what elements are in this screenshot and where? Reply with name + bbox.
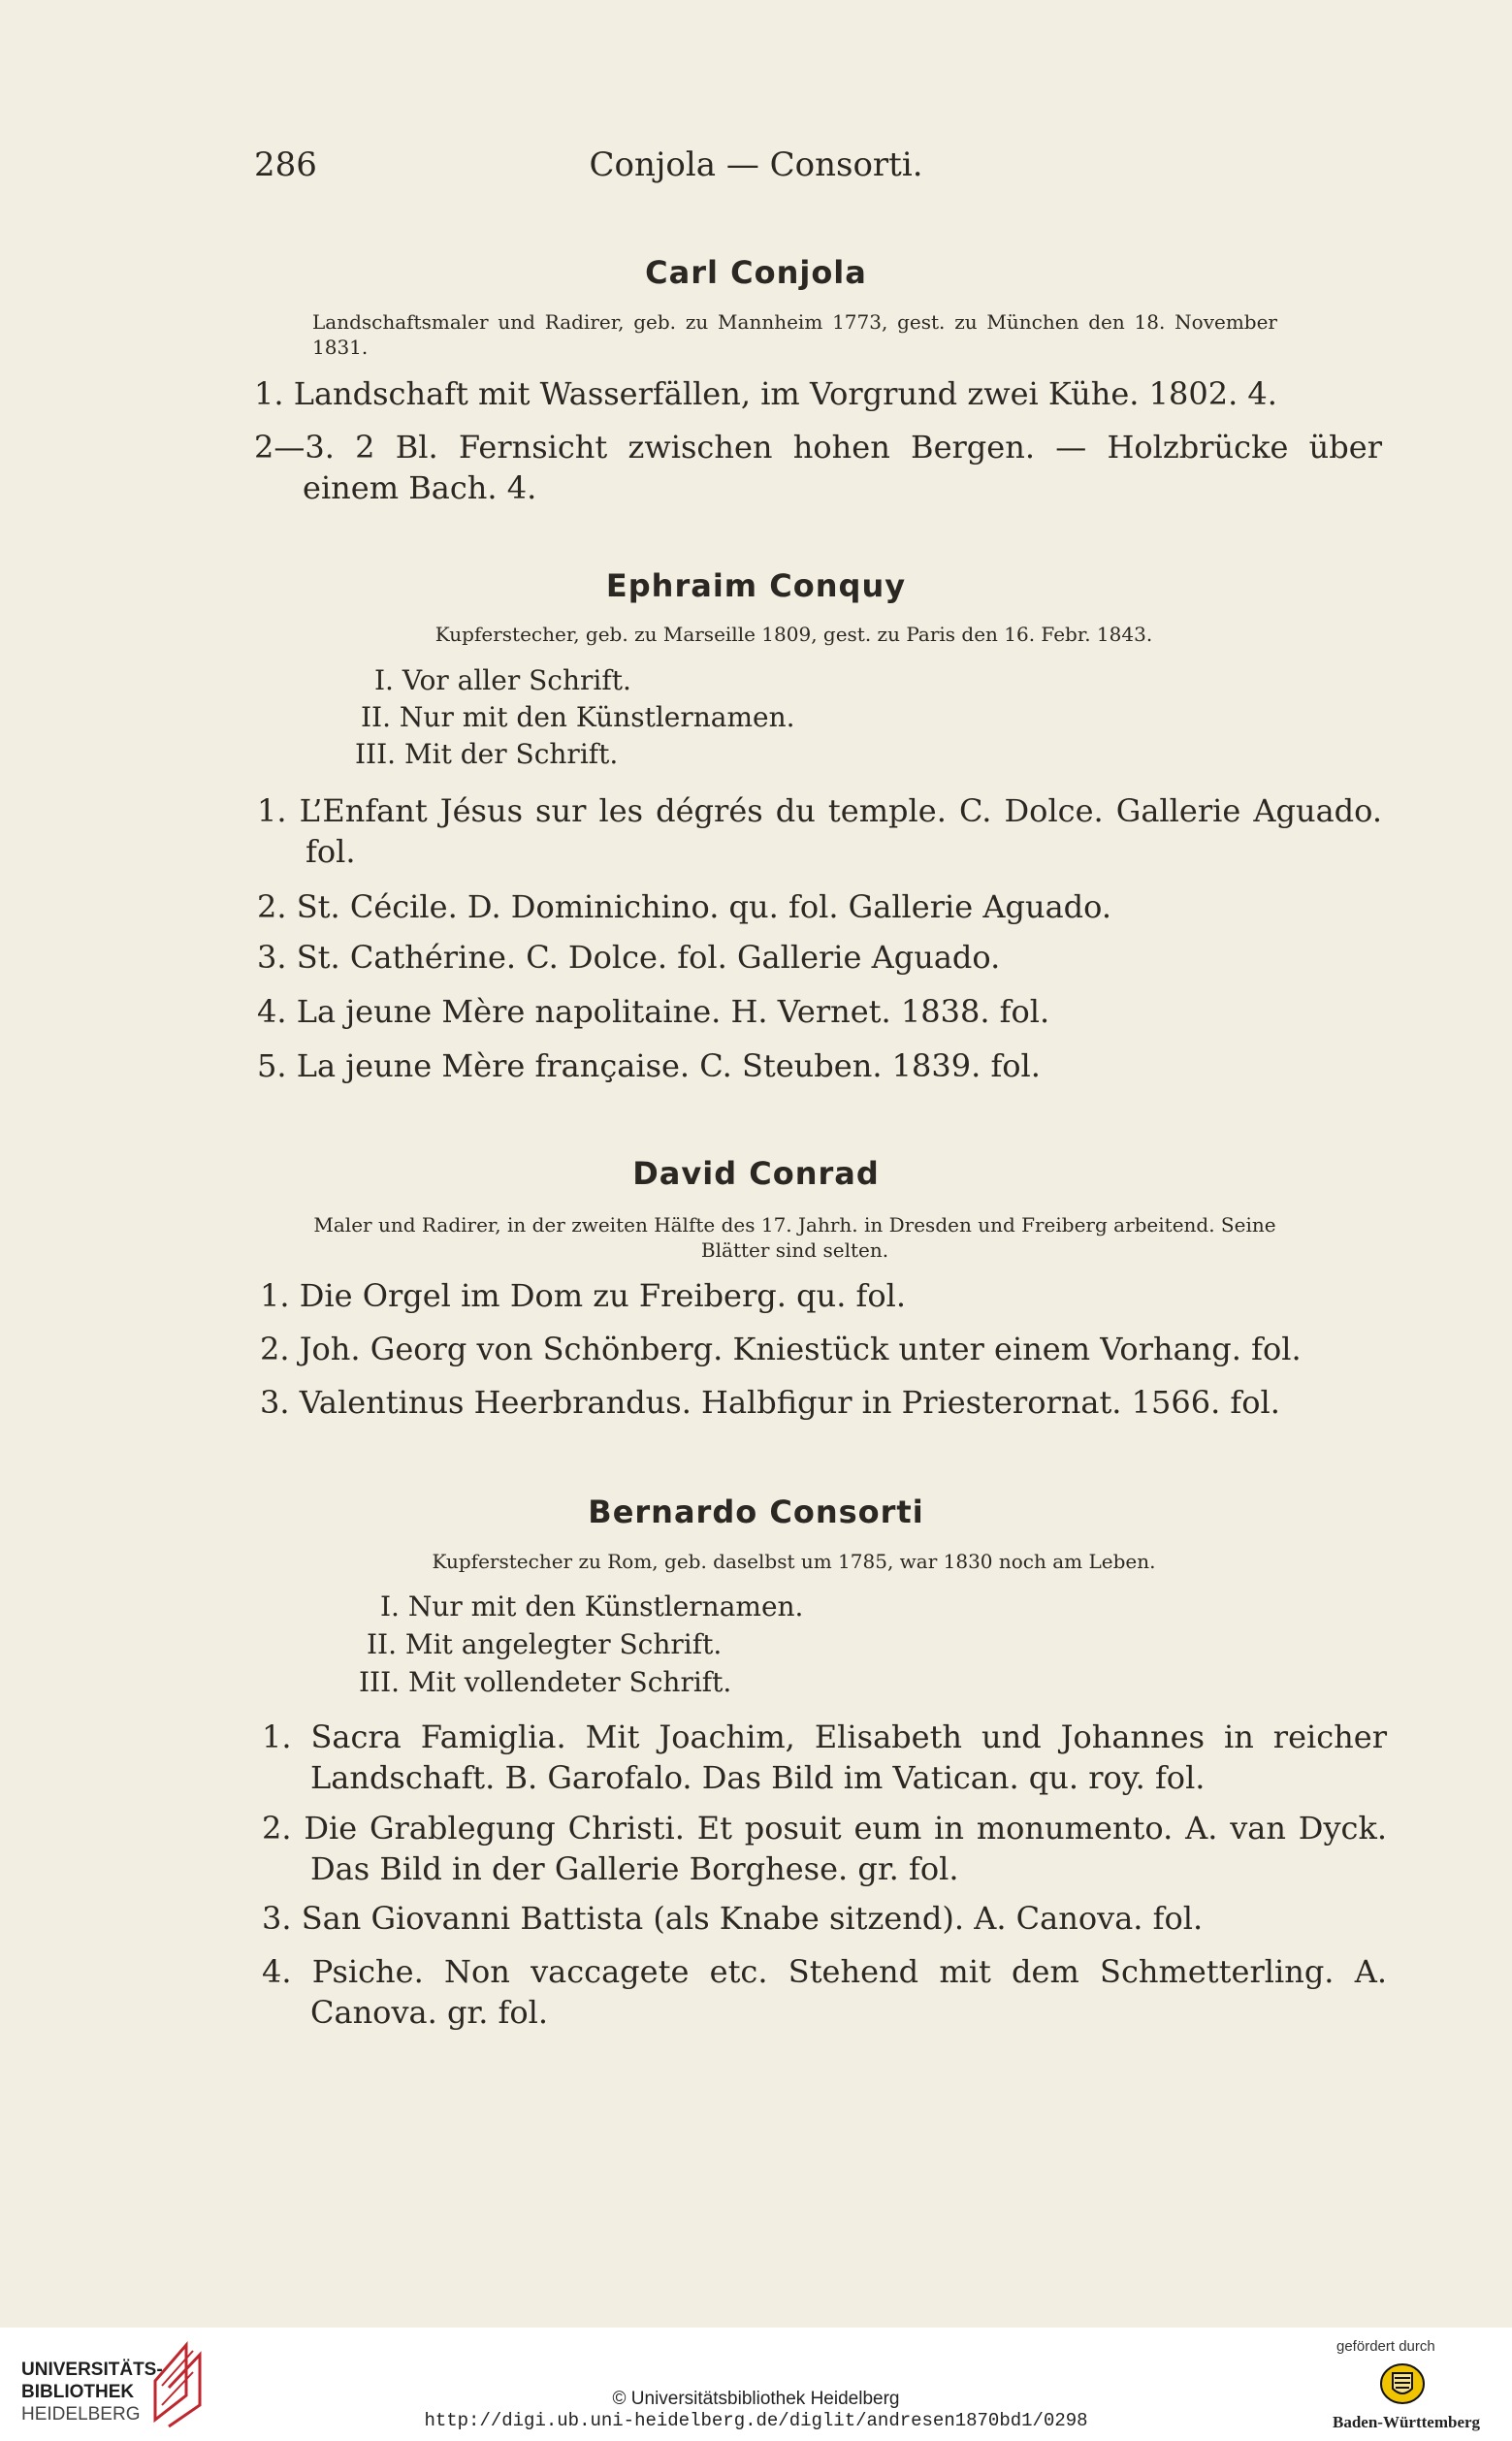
catalogue-item: 2. St. Cécile. D. Dominichino. qu. fol. Gallerie Aguado. bbox=[257, 888, 1111, 925]
catalogue-item: 1. Die Orgel im Dom zu Freiberg. qu. fol. bbox=[260, 1277, 907, 1314]
page-header bbox=[0, 145, 1512, 204]
state-crest-icon bbox=[1377, 2361, 1428, 2406]
catalogue-item: 3. St. Cathérine. C. Dolce. fol. Gallerie Aguado. bbox=[257, 939, 1001, 976]
catalogue-item: 1. Sacra Famiglia. Mit Joachim, Elisabeth und Johannes in reicher Landschaft. B. Garofalo. Das Bild im Vatican. qu. roy. fol. bbox=[262, 1718, 1387, 1796]
entry-title: Carl Conjola bbox=[645, 254, 867, 291]
page-number: 286 bbox=[254, 145, 317, 184]
catalogue-item: 1. L’Enfant Jésus sur les dégrés du temple. C. Dolce. Gallerie Aguado. fol. bbox=[257, 792, 1382, 870]
state-line: III. Mit der Schrift. bbox=[355, 738, 619, 770]
entry-title: David Conrad bbox=[632, 1155, 880, 1192]
copyright-block bbox=[0, 2389, 1512, 2431]
state-line: I. Vor aller Schrift. bbox=[374, 664, 631, 696]
entry-bio: Landschaftsmaler und Radirer, geb. zu Mannheim 1773, gest. zu München den 18. November 1831. bbox=[312, 310, 1277, 359]
catalogue-item: 4. La jeune Mère napolitaine. H. Vernet. 1838. fol. bbox=[257, 993, 1050, 1030]
catalogue-item: 2. Joh. Georg von Schönberg. Kniestück unter einem Vorhang. fol. bbox=[260, 1331, 1302, 1367]
state-line: II. Nur mit den Künstlernamen. bbox=[361, 701, 795, 733]
catalogue-item: 5. La jeune Mère française. C. Steuben. 1839. fol. bbox=[257, 1047, 1041, 1084]
sponsor-name: Baden-Württemberg bbox=[1333, 2413, 1481, 2431]
running-head: Conjola — Consorti. bbox=[589, 145, 923, 184]
entry-bio: Kupferstecher zu Rom, geb. daselbst um 1785, war 1830 noch am Leben. bbox=[432, 1550, 1156, 1573]
entry-title: Ephraim Conquy bbox=[605, 567, 907, 604]
copyright-text: © Universitätsbibliothek Heidelberg bbox=[612, 2389, 900, 2409]
state-line: I. Nur mit den Künstlernamen. bbox=[380, 1590, 804, 1622]
permalink-url[interactable]: http://digi.ub.uni-heidelberg.de/diglit/andresen1870bd1/0298 bbox=[424, 2410, 1088, 2431]
catalogue-item: 3. San Giovanni Battista (als Knabe sitzend). A. Canova. fol. bbox=[262, 1900, 1204, 1937]
entry-bio: Maler und Radirer, in der zweiten Hälfte des 17. Jahrh. in Dresden und Freiberg arbeitend. Seine Blätter sind selten. bbox=[313, 1213, 1276, 1262]
catalogue-item: 4. Psiche. Non vaccagete etc. Stehend mit dem Schmetterling. A. Canova. gr. fol. bbox=[262, 1953, 1387, 2031]
catalogue-item: 2. Die Grablegung Christi. Et posuit eum in monumento. A. van Dyck. Das Bild in der Gallerie Borghese. gr. fol. bbox=[262, 1810, 1387, 1887]
library-line-2: BIBLIOTHEK bbox=[21, 2382, 135, 2402]
sponsor-label: gefördert durch bbox=[1336, 2338, 1435, 2355]
entry-title: Bernardo Consorti bbox=[588, 1494, 924, 1530]
catalogue-item: 3. Valentinus Heerbrandus. Halbfigur in Priesterornat. 1566. fol. bbox=[260, 1384, 1280, 1421]
library-line-3: HEIDELBERG bbox=[21, 2404, 141, 2425]
state-line: III. Mit vollendeter Schrift. bbox=[359, 1666, 732, 1698]
state-line: II. Mit angelegter Schrift. bbox=[367, 1628, 723, 1660]
catalogue-item: 2—3. 2 Bl. Fernsicht zwischen hohen Bergen. — Holzbrücke über einem Bach. 4. bbox=[254, 429, 1382, 506]
catalogue-item: 1. Landschaft mit Wasserfällen, im Vorgrund zwei Kühe. 1802. 4. bbox=[254, 375, 1277, 412]
entry-bio: Kupferstecher, geb. zu Marseille 1809, gest. zu Paris den 16. Febr. 1843. bbox=[434, 623, 1153, 646]
library-line-1: UNIVERSITÄTS- bbox=[21, 2360, 163, 2380]
